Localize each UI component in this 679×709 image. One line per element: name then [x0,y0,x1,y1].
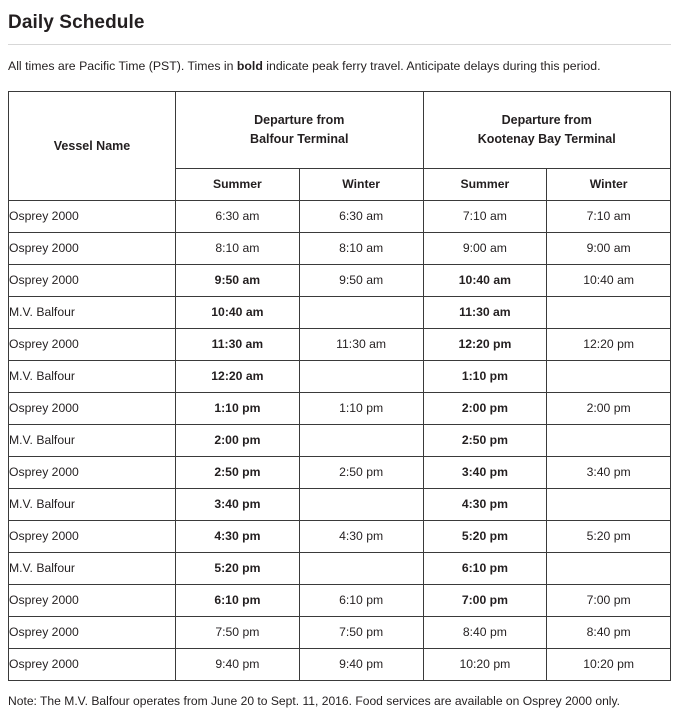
cell-kootenay-summer: 7:00 pm [423,584,547,616]
table-row [9,488,671,520]
cell-vessel-name: Osprey 2000 [9,392,176,424]
cell-balfour-winter: 6:10 pm [299,584,423,616]
cell-balfour-winter: 1:10 pm [299,392,423,424]
cell-balfour-winter [299,296,423,328]
cell-kootenay-winter: 7:00 pm [547,584,671,616]
cell-kootenay-summer: 5:20 pm [423,520,547,552]
cell-balfour-winter: 6:30 am [299,200,423,232]
table-row [9,584,671,616]
cell-vessel-name: Osprey 2000 [9,200,176,232]
cell-kootenay-winter [547,360,671,392]
schedule-table [8,91,671,681]
cell-balfour-summer: 10:40 am [176,296,300,328]
column-header-kootenay-winter: Winter [547,168,671,200]
cell-balfour-summer: 8:10 am [176,232,300,264]
column-header-balfour-winter: Winter [299,168,423,200]
cell-kootenay-winter [547,552,671,584]
cell-kootenay-summer: 9:00 am [423,232,547,264]
cell-vessel-name: Osprey 2000 [9,328,176,360]
cell-vessel-name: M.V. Balfour [9,488,176,520]
table-row [9,392,671,424]
cell-balfour-winter [299,552,423,584]
cell-balfour-winter: 8:10 am [299,232,423,264]
cell-kootenay-winter [547,296,671,328]
cell-vessel-name: Osprey 2000 [9,584,176,616]
footer-note: Note: The M.V. Balfour operates from June 20 to Sept. 11, 2016. Food services are available on Osprey 2000 only. [8,693,620,708]
cell-kootenay-summer: 6:10 pm [423,552,547,584]
cell-balfour-winter [299,360,423,392]
cell-balfour-winter: 9:40 pm [299,648,423,680]
cell-vessel-name: M.V. Balfour [9,296,176,328]
intro-text [8,58,671,75]
kootenay-group-line2: Kootenay Bay Terminal [477,131,616,146]
table-row [9,200,671,232]
cell-kootenay-winter: 5:20 pm [547,520,671,552]
cell-balfour-summer: 5:20 pm [176,552,300,584]
cell-kootenay-summer: 10:20 pm [423,648,547,680]
cell-balfour-summer: 7:50 pm [176,616,300,648]
title-divider [8,44,671,45]
schedule-table-body [9,200,671,680]
cell-kootenay-winter: 10:20 pm [547,648,671,680]
cell-balfour-summer: 4:30 pm [176,520,300,552]
cell-balfour-summer: 9:50 am [176,264,300,296]
cell-kootenay-winter: 7:10 am [547,200,671,232]
cell-kootenay-summer: 10:40 am [423,264,547,296]
cell-kootenay-winter: 3:40 pm [547,456,671,488]
cell-kootenay-summer: 3:40 pm [423,456,547,488]
kootenay-group-line1: Departure from [501,113,592,128]
cell-balfour-winter: 4:30 pm [299,520,423,552]
schedule-table-head [9,91,671,200]
cell-kootenay-winter: 2:00 pm [547,392,671,424]
balfour-group-line1: Departure from [254,113,345,128]
cell-kootenay-summer: 2:00 pm [423,392,547,424]
cell-balfour-winter: 11:30 am [299,328,423,360]
cell-vessel-name: Osprey 2000 [9,264,176,296]
column-header-balfour-group [176,91,424,168]
cell-balfour-winter: 2:50 pm [299,456,423,488]
cell-vessel-name: Osprey 2000 [9,520,176,552]
cell-kootenay-summer: 12:20 pm [423,328,547,360]
cell-balfour-winter [299,488,423,520]
cell-balfour-summer: 9:40 pm [176,648,300,680]
cell-balfour-winter [299,424,423,456]
balfour-group-line2: Balfour Terminal [250,131,349,146]
column-header-vessel-name: Vessel Name [9,91,176,200]
cell-balfour-summer: 6:30 am [176,200,300,232]
intro-text-bold: bold [236,59,263,73]
cell-vessel-name: Osprey 2000 [9,232,176,264]
cell-kootenay-winter: 10:40 am [547,264,671,296]
cell-kootenay-winter [547,488,671,520]
table-row [9,360,671,392]
cell-kootenay-summer: 2:50 pm [423,424,547,456]
cell-kootenay-summer: 4:30 pm [423,488,547,520]
cell-vessel-name: M.V. Balfour [9,552,176,584]
column-header-kootenay-group [423,91,671,168]
cell-kootenay-summer: 1:10 pm [423,360,547,392]
column-header-kootenay-summer: Summer [423,168,547,200]
cell-balfour-summer: 1:10 pm [176,392,300,424]
cell-kootenay-winter: 8:40 pm [547,616,671,648]
cell-balfour-winter: 7:50 pm [299,616,423,648]
table-row [9,232,671,264]
intro-text-after: indicate peak ferry travel. Anticipate delays during this period. [262,59,601,73]
table-row [9,328,671,360]
cell-balfour-summer: 2:50 pm [176,456,300,488]
cell-balfour-summer: 12:20 am [176,360,300,392]
cell-kootenay-winter [547,424,671,456]
cell-vessel-name: Osprey 2000 [9,456,176,488]
cell-kootenay-winter: 12:20 pm [547,328,671,360]
table-row [9,520,671,552]
cell-kootenay-summer: 8:40 pm [423,616,547,648]
cell-balfour-summer: 6:10 pm [176,584,300,616]
table-row [9,456,671,488]
cell-kootenay-winter: 9:00 am [547,232,671,264]
table-row [9,616,671,648]
page-title: Daily Schedule [8,12,145,33]
cell-vessel-name: Osprey 2000 [9,648,176,680]
table-row [9,648,671,680]
table-row [9,424,671,456]
cell-balfour-summer: 2:00 pm [176,424,300,456]
table-header-row-groups [9,91,671,168]
cell-vessel-name: M.V. Balfour [9,424,176,456]
column-header-balfour-summer: Summer [176,168,300,200]
table-row [9,296,671,328]
cell-vessel-name: Osprey 2000 [9,616,176,648]
table-row [9,264,671,296]
intro-text-before: All times are Pacific Time (PST). Times in [8,59,237,73]
cell-kootenay-summer: 7:10 am [423,200,547,232]
table-row [9,552,671,584]
cell-balfour-winter: 9:50 am [299,264,423,296]
cell-balfour-summer: 3:40 pm [176,488,300,520]
cell-vessel-name: M.V. Balfour [9,360,176,392]
cell-balfour-summer: 11:30 am [176,328,300,360]
cell-kootenay-summer: 11:30 am [423,296,547,328]
